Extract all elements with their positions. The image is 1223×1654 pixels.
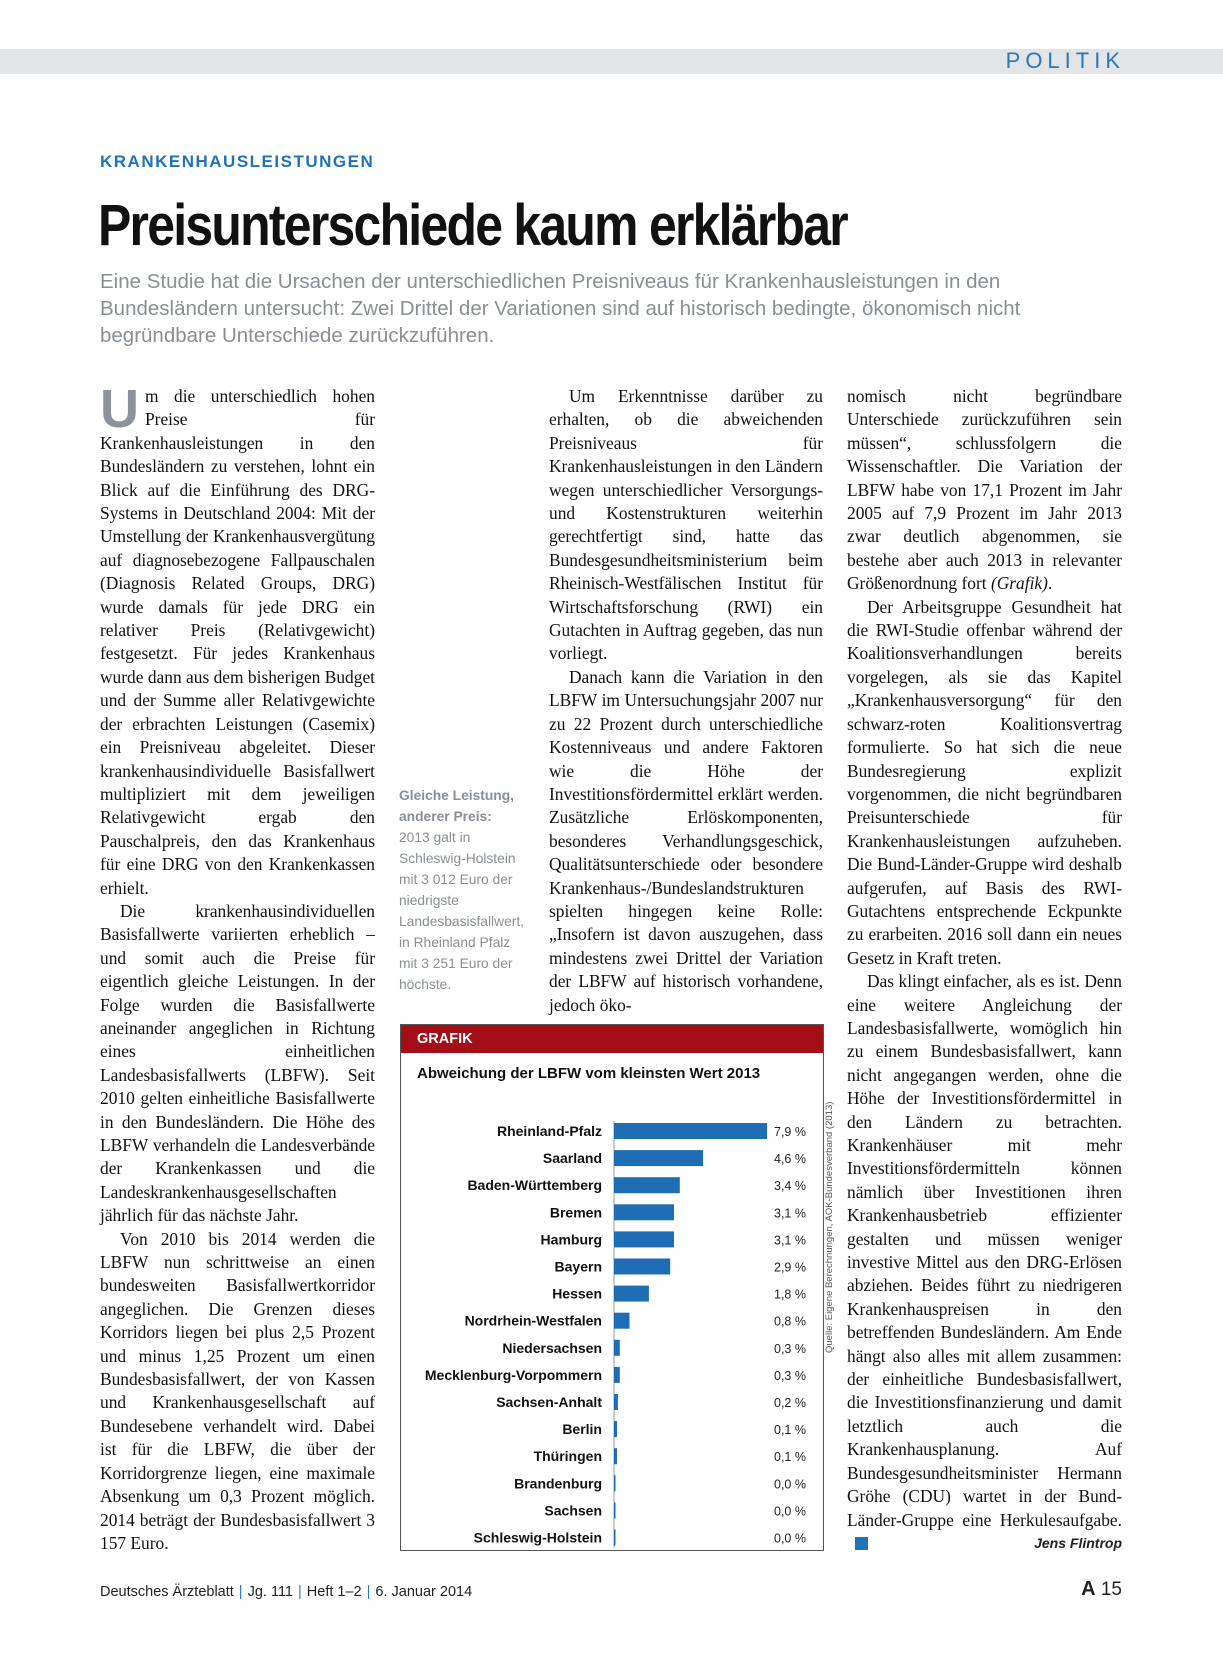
bar bbox=[614, 1475, 616, 1491]
chart-label: GRAFIK bbox=[401, 1025, 823, 1053]
caption-title: Gleiche Leistung, anderer Preis: bbox=[399, 788, 514, 824]
bar-category-label: Niedersachsen bbox=[502, 1339, 602, 1356]
column-3 bbox=[847, 385, 1122, 1555]
bar-value-label: 0,1 % bbox=[774, 1423, 806, 1438]
bar-value-label: 1,8 % bbox=[774, 1287, 806, 1302]
bar bbox=[614, 1177, 680, 1193]
bar-value-label: 0,0 % bbox=[774, 1477, 806, 1492]
kicker: KRANKENHAUSLEISTUNGEN bbox=[100, 152, 375, 171]
caption-text: 2013 galt in Schleswig-Holstein mit 3 012 Euro der niedrigste Landesbasisfallwert, in Rheinland Pfalz mit 3 251 Euro der höchste. bbox=[399, 830, 525, 992]
chart-title: Abweichung der LBFW vom kleinsten Wert 2013 bbox=[417, 1065, 761, 1082]
paragraph: Danach kann die Variation in den LBFW im Untersuchungsjahr 2007 nur zu 22 Prozent durch unterschiedliche Kostenniveaus und andere Faktoren wie die Höhe der Investitionsfördermittel erklärt werden. Zusätzliche Erlöskomponenten, besonderes Verhandlungsgeschick, Qualitätsunterschiede oder besondere Krankenhaus-/Bundeslandstrukturen spielten hingegen keine Rolle: „Insofern ist davon auszugehen, dass mindestens zwei Drittel der Variation der LBFW auf historisch vorhandene, jedoch öko- bbox=[549, 666, 823, 1015]
bar-category-label: Sachsen-Anhalt bbox=[496, 1394, 602, 1410]
bar-category-label: Berlin bbox=[562, 1421, 602, 1438]
paragraph bbox=[100, 379, 375, 900]
separator: | bbox=[238, 1584, 243, 1600]
bar bbox=[614, 1123, 767, 1139]
bar-category-label: Schleswig-Holstein bbox=[473, 1529, 602, 1546]
bar bbox=[614, 1204, 674, 1220]
bar-category-label: Hamburg bbox=[540, 1231, 602, 1248]
end-mark-icon bbox=[855, 1537, 868, 1550]
bar-category-label: Bayern bbox=[554, 1258, 602, 1275]
separator: | bbox=[298, 1584, 302, 1600]
bar bbox=[614, 1448, 617, 1464]
bar bbox=[614, 1231, 674, 1247]
chart-plot bbox=[401, 1025, 823, 1550]
bar bbox=[614, 1502, 616, 1518]
bar-value-label: 0,2 % bbox=[774, 1396, 806, 1410]
bar bbox=[614, 1313, 630, 1329]
paragraph bbox=[847, 970, 1122, 1555]
bar-chart bbox=[400, 1024, 824, 1551]
bar-value-label: 0,1 % bbox=[774, 1450, 806, 1465]
paragraph-text: m die unterschiedlich hohen Preise für Krankenhausleistungen in den Bundesländern zu verstehen, lohnt ein Blick auf die Einführung des DRG-Systems in Deutschland 2004: Mit der Umstellung der Krankenhausvergütung auf diagnosebezogene Fallpauschalen (Diagnosis Related Groups, DRG) wurde damals für jede DRG ein relativer Preis (Relativgewicht) festgesetzt. Für jedes Krankenhaus wurde dann aus dem bisherigen Budget und der Summe aller Relativgewichte der erbrachten Leistungen (Casemix) ein Preisniveau abgeleitet. Dieser krankenhausindividuelle Basisfallwert multipliziert mit dem jeweiligen Relativgewicht ergab den Pauschalpreis, den das Krankenhaus für eine DRG von den Krankenkassen erhielt. bbox=[100, 386, 375, 898]
paragraph: Die krankenhausindividuellen Basisfallwerte variierten erheblich – und somit auch die Preise für eigentlich gleiche Leistungen. In der Folge wurden die Basisfallwerte aneinander angeglichen in Richtung eines einheitlichen Landesbasisfallwerts (LBFW). Seit 2010 gelten einheitliche Basisfallwerte in den Bundesländern. Die Höhe des LBFW verhandeln die Landesverbände der Krankenkassen und die Landeskrankenhausgesellschaften jährlich für das nächste Jahr. bbox=[100, 900, 375, 1226]
headline: Preisunterschiede kaum erklärbar bbox=[98, 193, 847, 258]
bar-value-label: 3,4 % bbox=[774, 1179, 806, 1194]
bar-value-label: 0,3 % bbox=[774, 1368, 806, 1383]
bar bbox=[614, 1367, 620, 1383]
paragraph: Von 2010 bis 2014 werden die LBFW nun schrittweise an einen bundesweiten Basisfallwertkorridor angeglichen. Die Grenzen dieses Korridors liegen bei plus 2,5 Prozent und minus 1,25 Prozent um einen Bundesbasisfallwert, der von Kassen und Krankenhausgesellschaft auf Bundesebene verhandelt wird. Dabei ist für die LBFW, die über der Korridorgrenze liegen, eine maximale Absenkung um 0,3 Prozent möglich. 2014 beträgt der Bundesbasisfallwert 3 157 Euro. bbox=[100, 1228, 375, 1553]
bar-category-label: Thüringen bbox=[533, 1448, 602, 1465]
paragraph-end: . bbox=[1047, 573, 1053, 594]
bar bbox=[614, 1286, 649, 1302]
author: Jens Flintrop bbox=[1034, 1535, 1122, 1551]
footer bbox=[100, 1584, 472, 1600]
separator: | bbox=[366, 1584, 371, 1600]
grafik-reference: (Grafik) bbox=[990, 573, 1048, 594]
paragraph-text: nomisch nicht begründbare Unterschiede zurückzuführen sein müssen“, schlussfolgern die Wissenschaftler. Die Variation der LBFW habe von 17,1 Prozent im Jahr 2005 auf 7,9 Prozent im Jahr 2013 zwar deutlich abgenommen, sie bestehe aber auch 2013 in relevanter Größenordnung fort bbox=[847, 386, 1122, 594]
bar-value-label: 4,6 % bbox=[774, 1152, 806, 1167]
paragraph: Um Erkenntnisse darüber zu erhalten, ob die abweichenden Preisniveaus für Krankenhausleistungen in den Ländern wegen unterschiedlicher Versorgungs- und Kostenstrukturen weiterhin gerechtfertigt sind, hatte das Bundesgesundheitsministerium beim Rheinisch-Westfälischen Institut für Wirtschaftsforschung (RWI) ein Gutachten in Auftrag gegeben, das nun vorliegt. bbox=[549, 386, 823, 664]
page-prefix: A bbox=[1081, 1578, 1096, 1600]
bar-value-label: 7,9 % bbox=[774, 1125, 806, 1139]
bar bbox=[614, 1150, 703, 1166]
bar-value-label: 0,0 % bbox=[774, 1504, 806, 1519]
bar-category-label: Bremen bbox=[549, 1204, 602, 1221]
paragraph-text: Das klingt einfacher, als es ist. Denn eine weitere Angleichung der Landesbasisfallwerte, womöglich hin zu einem Bundesbasisfallwert, kann nicht angegangen werden, ohne die Höhe der Investitionsfördermittel in den Ländern zu betrachten. Krankenhäuser mit mehr Investitionsfördermitteln können nämlich über Investitionen ihren Krankenhausbetrieb effizienter gestalten und müssen weniger investive Mittel aus den DRG-Erlösen abziehen. Beides führt zu niedrigeren Krankenhauspreisen in den betreffenden Bundesländern. Am Ende hängt also alles mit allem zusammen: der einheitliche Bundesbasisfallwert, die Investitionsfinanzierung und damit letztlich auch die Krankenhausplanung. Auf Bundesgesundheitsminister Hermann Gröhe (CDU) wartet in der Bund-Länder-Gruppe eine Herkulesaufgabe. bbox=[847, 971, 1122, 1530]
bar-category-label: Hessen bbox=[552, 1285, 602, 1302]
page-number bbox=[1081, 1578, 1122, 1601]
bar bbox=[614, 1421, 617, 1437]
bar-category-label: Brandenburg bbox=[514, 1475, 602, 1492]
image-caption bbox=[399, 785, 527, 995]
paragraph bbox=[847, 385, 1122, 596]
date: 6. Januar 2014 bbox=[375, 1584, 473, 1600]
bar-value-label: 2,9 % bbox=[774, 1260, 806, 1275]
bar-category-label: Nordrhein-Westfalen bbox=[464, 1312, 602, 1329]
bar-category-label: Sachsen bbox=[544, 1502, 602, 1519]
volume: Jg. 111 bbox=[247, 1584, 293, 1600]
drop-cap: U bbox=[100, 379, 139, 439]
bar-value-label: 0,3 % bbox=[774, 1341, 806, 1356]
source-note: Quelle: Eigene Berechnungen, AOK-Bundesverband (2013) bbox=[824, 1101, 835, 1353]
bar-category-label: Rheinland-Pfalz bbox=[496, 1123, 602, 1139]
bar-category-label: Saarland bbox=[542, 1150, 602, 1167]
bar-value-label: 3,1 % bbox=[774, 1233, 806, 1248]
bar-category-label: Baden-Württemberg bbox=[467, 1177, 602, 1194]
paragraph: Der Arbeitsgruppe Gesundheit hat die RWI-Studie offenbar während der Koalitionsverhandlungen bereits vorgelegen, als sie das Kapitel „Krankenhausversorgung“ für den schwarz-roten Koalitionsvertrag formulierte. So hat sich die neue Bundesregierung explizit vorgenommen, die nicht begründbaren Preisunterschiede für Krankenhausleistungen aufzuheben. Die Bund-Länder-Gruppe wird deshalb aufgerufen, auf Basis des RWI-Gutachtens entsprechende Eckpunkte zu erarbeiten. 2016 soll dann ein neues Gesetz in Kraft treten. bbox=[847, 596, 1122, 968]
bar-value-label: 3,1 % bbox=[774, 1206, 806, 1221]
journal-name: Deutsches Ärzteblatt bbox=[100, 1584, 234, 1600]
bar bbox=[614, 1259, 670, 1275]
bar-category-label: Mecklenburg-Vorpommern bbox=[424, 1366, 602, 1383]
page-number-value: 15 bbox=[1100, 1579, 1122, 1600]
lead-paragraph: Eine Studie hat die Ursachen der unterschiedlichen Preisniveaus für Krankenhausleistungen in den Bundesländern untersucht: Zwei Drittel der Variationen sind auf historisch bedingte, ökonomisch nicht begründbare Unterschiede zurückzuführen. bbox=[100, 270, 1021, 347]
bar bbox=[614, 1394, 618, 1410]
bar-value-label: 0,8 % bbox=[774, 1314, 806, 1329]
column-1 bbox=[100, 379, 375, 1555]
bar bbox=[614, 1340, 620, 1356]
issue: Heft 1–2 bbox=[306, 1584, 362, 1600]
section-label: POLITIK bbox=[1005, 48, 1125, 73]
column-2 bbox=[549, 385, 823, 1017]
bar-value-label: 0,0 % bbox=[774, 1531, 806, 1546]
bar bbox=[614, 1530, 616, 1546]
